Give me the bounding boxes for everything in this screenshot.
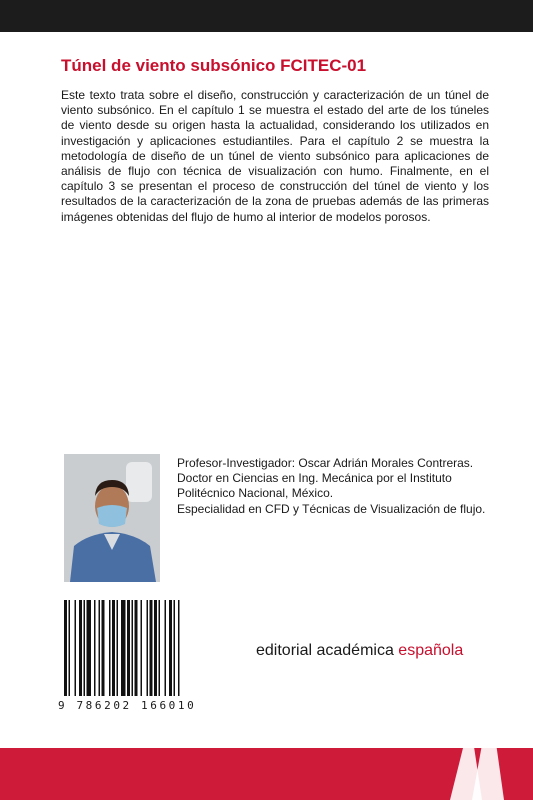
author-degree-line: Doctor en Ciencias en Ing. Mecánica por el Instituto Politécnico Nacional, México. (177, 471, 452, 501)
book-description: Este texto trata sobre el diseño, construcción y caracterización de un túnel de viento subsónico. En el capítulo 1 se muestra el estado del arte de los túneles de viento desde su origen hasta la actualidad, considerando los utilizados en investigación y aplicaciones estudiantiles. Para el capítulo 2 se muestra la metodología de diseño de un túnel de viento subsónico para aplicaciones de análisis de flujo con técnica de visualización con humo. Finalmente, en el capítulo 3 se presentan el proceso de construcción del túnel de viento y los resultados de la caracterización de la zona de pruebas además de las primeras imágenes obtenidas del flujo de humo al interior de modelos porosos. (61, 88, 489, 224)
isbn-number: 9 786202 166010 (58, 699, 197, 712)
book-title: Túnel de viento subsónico FCITEC-01 (61, 56, 367, 75)
publisher-name-main: editorial académica (256, 642, 399, 659)
publisher-name (256, 642, 463, 660)
author-bio (177, 456, 497, 517)
top-band (0, 0, 533, 32)
author-specialty-line: Especialidad en CFD y Técnicas de Visualización de flujo. (177, 501, 486, 516)
isbn-barcode (58, 600, 244, 712)
author-name-line: Profesor-Investigador: Oscar Adrián Morales Contreras. (177, 456, 474, 470)
publisher-logo-icon (450, 700, 510, 800)
publisher-name-accent: española (398, 642, 464, 659)
author-photo (64, 454, 160, 582)
